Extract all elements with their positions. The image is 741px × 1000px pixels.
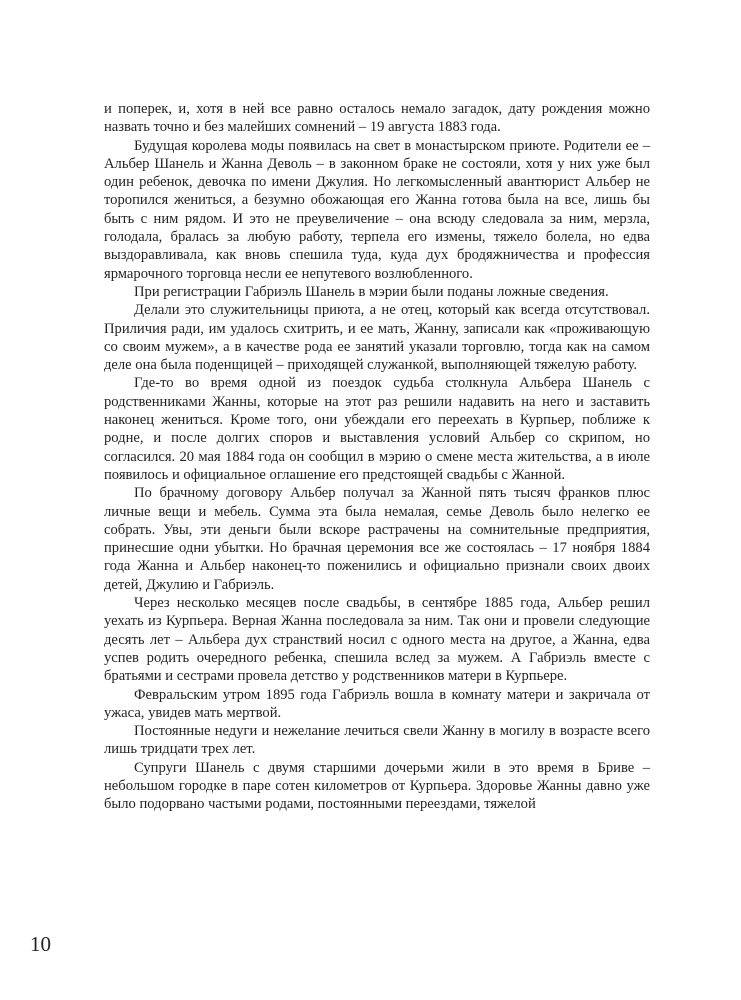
- paragraph-brive: Супруги Шанель с двумя старшими дочерьми жили в это время в Бриве – небольшом городке в паре сотен километров от Курпьера. Здоровье Жанны давно уже было подорвано частыми родами, постоянными переездами, тяжелой: [104, 759, 650, 813]
- paragraph-marriage-contract: По брачному договору Альбер получал за Жанной пять тысяч франков плюс личные вещи и мебель. Сумма эта была немалая, семье Деволь было нелегко ее собрать. Увы, эти деньги были вскоре растрачены на сомнительные предприятия, принесшие одни убытки. Но брачная церемония все же состоялась – 17 ноября 1884 года Жанна и Альбер наконец-то поженились и официально признали своих двоих детей, Джулию и Габриэль.: [104, 485, 650, 593]
- paragraph-illness: Постоянные недуги и нежелание лечиться свели Жанну в могилу в возрасте всего лишь тридцати трех лет.: [104, 723, 650, 758]
- page-number: 10: [30, 932, 51, 956]
- paragraph-february-morning: Февральским утром 1895 года Габриэль вошла в комнату матери и закричала от ужаса, увидев мать мертвой.: [104, 686, 650, 721]
- paragraph-continuation: и поперек, и, хотя в ней все равно осталось немало загадок, дату рождения можно назвать точно и без малейших сомнений – 19 августа 1883 года.: [104, 101, 650, 136]
- paragraph-relatives: Где-то во время одной из поездок судьба столкнула Альбера Шанель с родственниками Жанны, которые на этот раз решили надавить на него и заставить наконец жениться. Кроме того, они убеждали его переехать в Курпьер, поближе к родне, и после долгих споров и выставления условий Альбер со скрипом, но согласился. 20 мая 1884 года он сообщил в мэрию о смене места жительства, а в июле появилось и официальное оглашение его предстоящей свадьбы с Жанной.: [104, 375, 650, 483]
- paragraph-birth: Будущая королева моды появилась на свет в монастырском приюте. Родители ее – Альбер Шанель и Жанна Деволь – в законном браке не состояли, хотя у них уже был один ребенок, девочка по имени Джулия. Но легкомысленный авантюрист Альбер не торопился жениться, а безумно обожающая его Жанна готова была на все, лишь бы быть с ним рядом. И это не преувеличение – она всюду следовала за ним, мерзла, голодала, бралась за любую работу, терпела его измены, тяжело болела, но едва выздоравливала, как вновь спешила туда, куда дух бродяжничества и профессия ярмарочного торговца несли ее непутевого возлюбленного.: [104, 137, 650, 282]
- paragraph-shelter-staff: Делали это служительницы приюта, а не отец, который как всегда отсутствовал. Приличия ради, им удалось схитрить, и ее мать, Жанну, записали как «проживающую со своим мужем», а в качестве рода ее занятий указали торговлю, тогда как на самом деле она была поденщицей – приходящей служанкой, выполняющей тяжелую работу.: [104, 302, 650, 374]
- paragraph-leaving-courpiere: Через несколько месяцев после свадьбы, в сентябре 1885 года, Альбер решил уехать из Курпьера. Верная Жанна последовала за ним. Так они и провели следующие десять лет – Альбера дух странствий носил с одного места на другое, а Жанна, едва успев родить очередного ребенка, спешила вслед за мужем. А Габриэль вместе с братьями и сестрами провела детство у родственников матери в Курпьере.: [104, 595, 650, 685]
- body-text: [104, 100, 650, 814]
- paragraph-registration: При регистрации Габриэль Шанель в мэрии были поданы ложные сведения.: [134, 283, 609, 300]
